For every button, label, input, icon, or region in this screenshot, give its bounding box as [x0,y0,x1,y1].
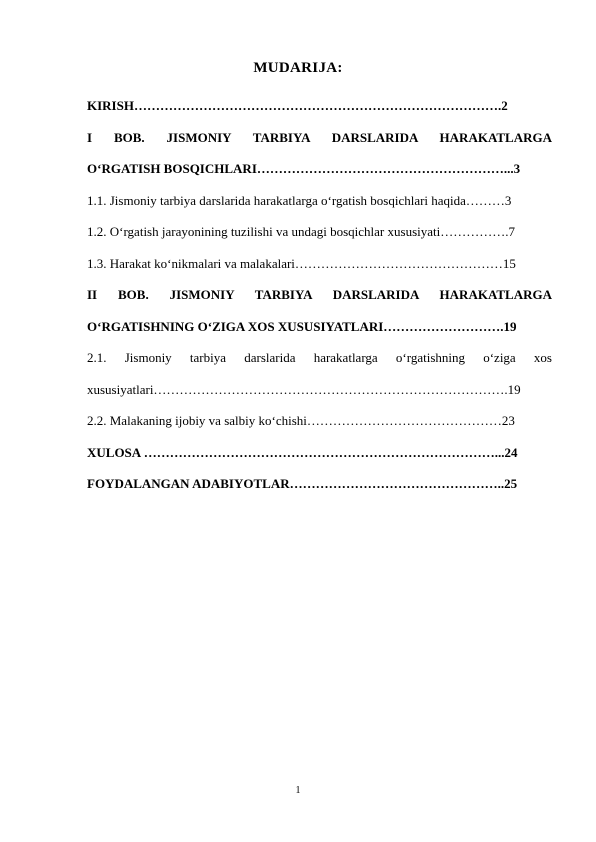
toc-entry-chapter-1-line-2: O‘RGATISH BOSQICHLARI…………………………………………………...3 [87,161,521,176]
toc-entry-section-1-1: 1.1. Jismoniy tarbiya darslarida harakatlarga o‘rgatish bosqichlari haqida………3 [87,192,512,208]
toc-entry-section-2-1-line-1: 2.1. Jismoniy tarbiya darslarida harakatlarga o‘rgatishning o‘ziga xos [87,350,552,365]
toc-title: MUDARIJA: [253,60,343,76]
toc-entry-chapter-2-line-2: O‘RGATISHNING O‘ZIGA XOS XUSUSIYATLARI……………………….19 [87,318,517,334]
toc-entry-section-1-2: 1.2. O‘rgatish jarayonining tuzilishi va undagi bosqichlar xususiyati…………….7 [87,224,515,239]
toc-entry-kirish: KIRISH………………………………………………………………………….2 [87,98,508,113]
table-of-contents [87,90,552,500]
toc-entry-chapter-1-line-1: I BOB. JISMONIY TARBIYA DARSLARIDA HARAKATLARGA [87,129,552,145]
toc-entry-chapter-2-line-1: II BOB. JISMONIY TARBIYA DARSLARIDA HARAKATLARGA [87,287,552,302]
toc-entry-section-2-1-line-2: xususiyatlari……………………………………………………………………….19 [87,381,521,397]
toc-entry-section-2-2: 2.2. Malakaning ijobiy va salbiy ko‘chishi………………………………………23 [87,413,515,428]
page-number: 1 [295,785,301,796]
toc-entry-adabiyotlar: FOYDALANGAN ADABIYOTLAR…………………………………………..25 [87,476,518,491]
toc-entry-xulosa: XULOSA ………………………………………………………………………...24 [87,444,518,460]
toc-entry-section-1-3: 1.3. Harakat ko‘nikmalari va malakalari…………………………………………15 [87,255,516,271]
